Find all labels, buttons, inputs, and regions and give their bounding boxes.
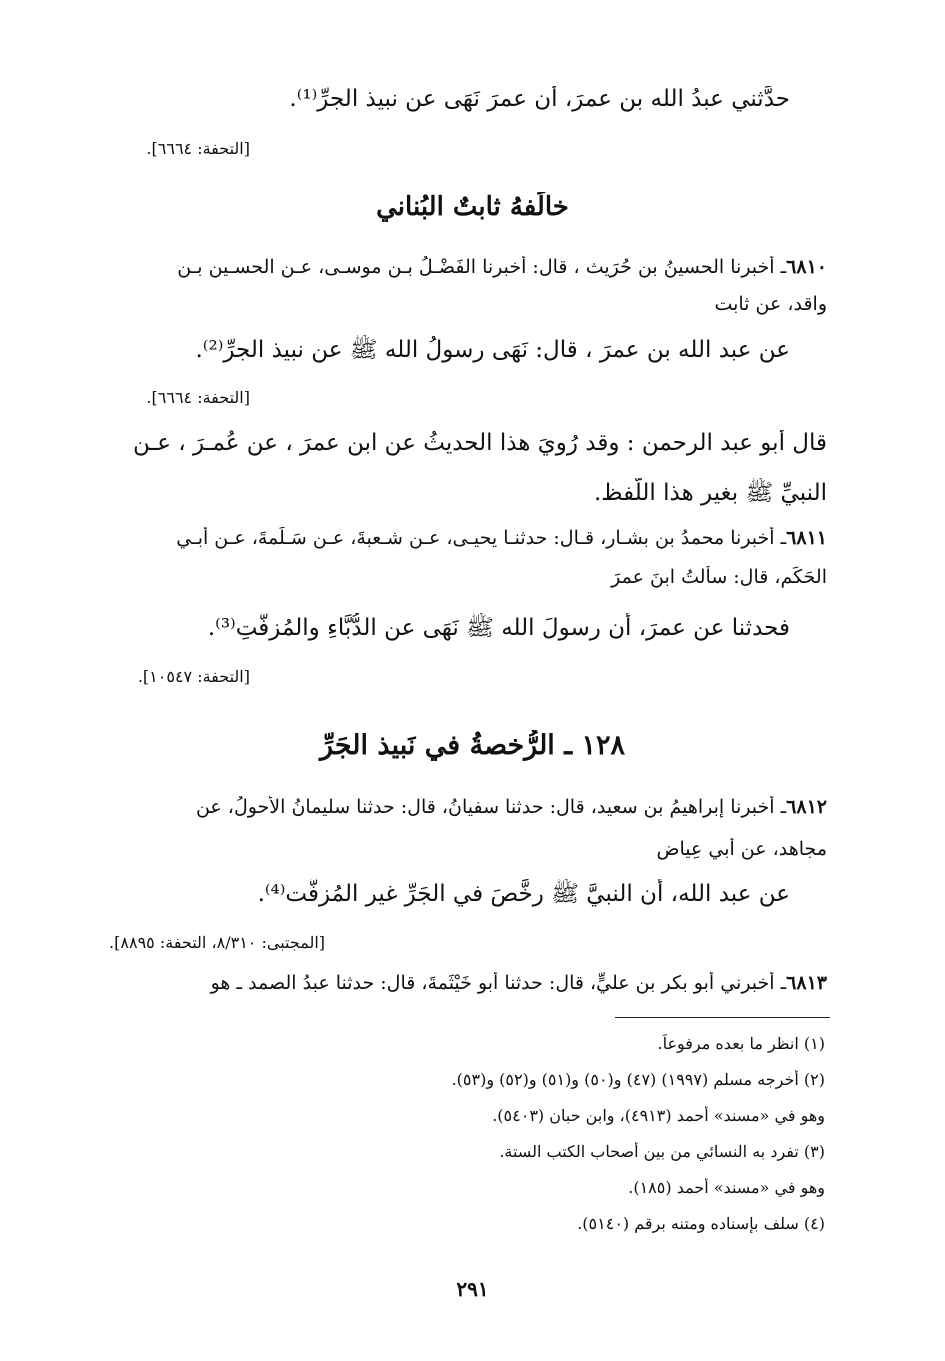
isnad-text: ـ أخبرنا إبراهيمُ بن سعيد، قال: حدثنا سفيانُ، قال: حدثنا سليمانُ الأحولُ، عن (195, 796, 787, 818)
hadith-text-line: حدَّثني عبدُ الله بن عمرَ، أن عمرَ نَهَى عن نبيذ الجرِّ⁽¹⁾. (289, 86, 790, 112)
hadith-6812-line-2: مجاهد، عن أبي عِياض (656, 838, 827, 860)
footnote-separator (615, 1017, 830, 1018)
footnote-2-continuation: وهو في «مسند» أحمد (٤٩١٣)، وابن حبان (٥٤٠٣). (492, 1106, 825, 1125)
tuhfa-reference: [التحفة: ٦٦٦٤]. (146, 388, 250, 407)
footnote-3-continuation: وهو في «مسند» أحمد (١٨٥). (628, 1178, 825, 1197)
footnote-2: (٢) أخرجه مسلم (١٩٩٧) (٤٧) و(٥٠) و(٥١) و(٥٢) و(٥٣). (451, 1070, 825, 1089)
isnad-text: ـ أخبرني أبو بكر بن عليٍّ، قال: حدثنا أبو خَيْثَمةَ، قال: حدثنا عبدُ الصمد ـ هو (210, 972, 787, 994)
hadith-6810-matn: عن عبد الله بن عمرَ ، قال: نَهَى رسولُ الله ﷺ عن نبيذ الجرِّ⁽²⁾. (195, 337, 790, 363)
hadith-6813-line-1 (119, 972, 827, 994)
footnote-1: (١) انظر ما بعده مرفوعاً. (657, 1034, 825, 1053)
isnad-text: ـ أخبرنا الحسينُ بن حُرَيث ، قال: أخبرنا الفَضْـلُ بـن موسـى، عـن الحسـين بـن (177, 256, 787, 278)
tuhfa-reference: [التحفة: ٦٦٦٤]. (146, 139, 250, 158)
author-note-line-2: النبيِّ ﷺ بغير هذا اللَّفظ. (594, 480, 827, 506)
hadith-number: ٦٨١٣ (786, 972, 827, 994)
hadith-6811-line-2: الحَكَم، قال: سألتُ ابنَ عمرَ (611, 566, 827, 588)
chapter-heading: ١٢٨ ـ الرُّخصةُ في نَبيذ الجَرِّ (319, 730, 626, 761)
page-number: ٢٩١ (456, 1277, 489, 1301)
footnote-4: (٤) سلف بإسناده ومتنه برقم (٥١٤٠). (577, 1214, 825, 1233)
tuhfa-reference: [التحفة: ١٠٥٤٧]. (137, 667, 250, 686)
section-heading: خالَفهُ ثابتٌ البُناني (376, 192, 569, 222)
mujtaba-tuhfa-reference: [المجتبى: ٨/٣١٠، التحفة: ٨٨٩٥]. (109, 933, 325, 952)
hadith-number: ٦٨١٠ (786, 256, 827, 278)
footnote-3: (٣) تفرد به النسائي من بين أصحاب الكتب الستة. (499, 1142, 825, 1161)
hadith-number: ٦٨١١ (786, 527, 827, 549)
hadith-6811-line-1 (119, 527, 827, 549)
isnad-text: ـ أخبرنا محمدُ بن بشـار، قـال: حدثنـا يحيـى، عـن شـعبةَ، عـن سَـلَمةَ، عـن أبـي (176, 527, 787, 549)
hadith-number: ٦٨١٢ (786, 796, 827, 818)
hadith-6810-line-1 (119, 256, 827, 278)
hadith-6811-matn: فحدثنا عن عمرَ، أن رسولَ الله ﷺ نَهَى عن الدُّبَّاءِ والمُزفَّتِ⁽³⁾. (207, 615, 790, 641)
hadith-6812-line-1 (119, 796, 827, 818)
author-note-line-1: قال أبو عبد الرحمن : وقد رُوِيَ هذا الحديثُ عن ابن عمرَ ، عن عُمـرَ ، عـن (133, 430, 827, 456)
hadith-6812-matn: عن عبد الله، أن النبيَّ ﷺ رخَّصَ في الجَرِّ غير المُزفَّت⁽⁴⁾. (257, 881, 790, 907)
hadith-6810-line-2: واقد، عن ثابت (714, 293, 827, 315)
